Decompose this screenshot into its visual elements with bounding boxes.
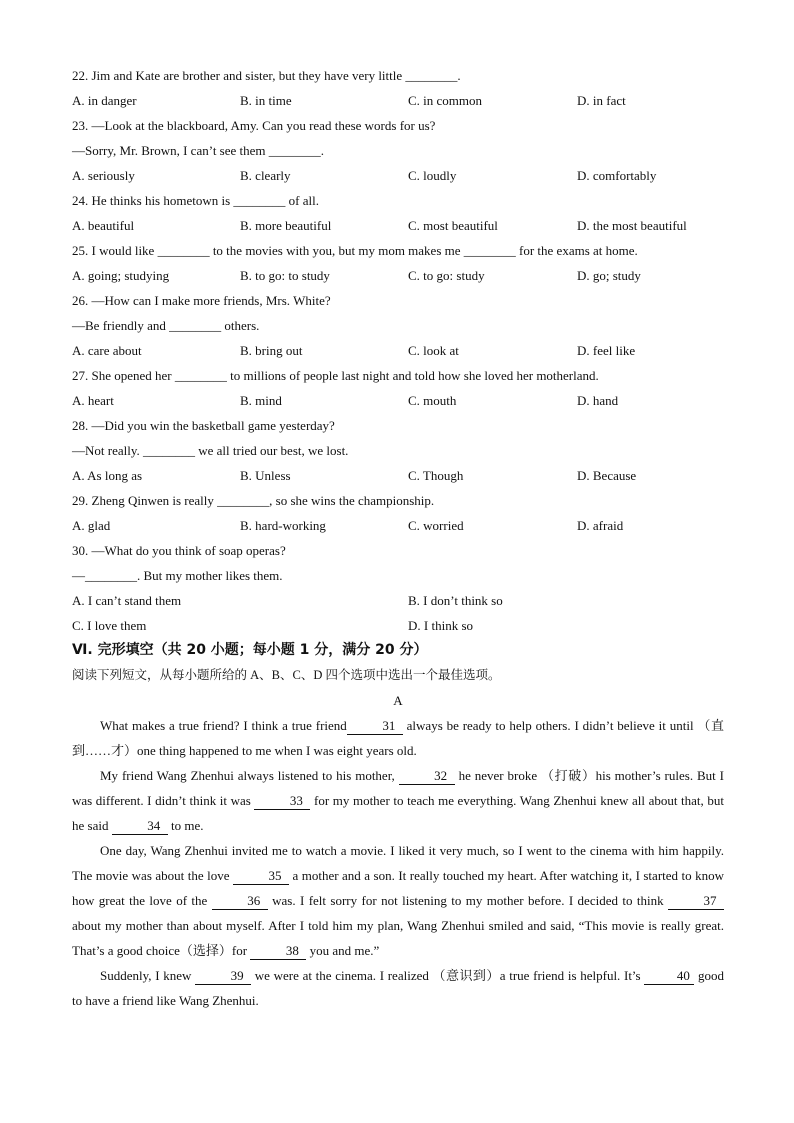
- option-c: C. I love them: [72, 618, 147, 633]
- question-stem: 26. —How can I make more friends, Mrs. White?: [72, 293, 331, 308]
- blank-40: 40: [644, 968, 694, 985]
- option-b: B. hard-working: [240, 518, 326, 533]
- blank-34: 34: [112, 818, 168, 835]
- section-instruction: 阅读下列短文，从每小题所给的 A、B、C、D 四个选项中选出一个最佳选项。: [72, 668, 501, 682]
- option-b: B. more beautiful: [240, 218, 332, 233]
- option-a: A. glad: [72, 518, 111, 533]
- option-d: D. go; study: [577, 268, 641, 283]
- passage-text: good to have a friend like Wang Zhenhui.: [72, 968, 725, 1008]
- option-b: B. to go: to study: [240, 268, 330, 283]
- option-c: C. to go: study: [408, 268, 485, 283]
- passage-label: A: [393, 693, 403, 708]
- question-options: [72, 588, 732, 613]
- option-b: B. Unless: [240, 468, 291, 483]
- passage-text: we were at the cinema. I realized （意识到）a true friend is helpful. It’s: [251, 968, 645, 983]
- passage-text: My friend Wang Zhenhui always listened to his mother,: [100, 768, 399, 783]
- question-options: [72, 613, 732, 638]
- question-stem-reply: —Sorry, Mr. Brown, I can’t see them ________.: [72, 143, 325, 158]
- option-a: A. care about: [72, 343, 142, 358]
- question-stem-reply: —________. But my mother likes them.: [72, 568, 283, 583]
- question-options: [72, 463, 732, 488]
- option-a: A. going; studying: [72, 268, 170, 283]
- passage-text: Suddenly, I knew: [100, 968, 196, 983]
- option-a: A. heart: [72, 393, 114, 408]
- option-a: A. beautiful: [72, 218, 135, 233]
- question-stem: 29. Zheng Qinwen is really ________, so she wins the championship.: [72, 493, 435, 508]
- option-a: A. in danger: [72, 93, 137, 108]
- option-d: D. I think so: [408, 618, 473, 633]
- option-c: C. worried: [408, 518, 464, 533]
- question-stem: 28. —Did you win the basketball game yesterday?: [72, 418, 335, 433]
- blank-32: 32: [399, 768, 455, 785]
- option-d: D. Because: [577, 468, 637, 483]
- question-stem: 27. She opened her ________ to millions of people last night and told how she loved her motherland.: [72, 368, 599, 383]
- blank-35: 35: [233, 868, 289, 885]
- blank-37: 37: [668, 893, 724, 910]
- question-stem-reply: —Be friendly and ________ others.: [72, 318, 260, 333]
- option-d: D. the most beautiful: [577, 218, 687, 233]
- question-options: [72, 88, 732, 113]
- option-b: B. mind: [240, 393, 282, 408]
- passage-text: was. I felt sorry for not listening to my mother before. I decided to think: [267, 893, 669, 908]
- option-a: A. seriously: [72, 168, 135, 183]
- option-b: B. clearly: [240, 168, 291, 183]
- question-options: [72, 163, 732, 188]
- option-b: B. I don’t think so: [408, 593, 503, 608]
- question-options: [72, 213, 732, 238]
- option-c: C. in common: [408, 93, 483, 108]
- question-stem: 22. Jim and Kate are brother and sister, but they have very little ________.: [72, 68, 461, 83]
- option-c: C. mouth: [408, 393, 457, 408]
- blank-31: 31: [347, 718, 403, 735]
- question-options: [72, 388, 732, 413]
- passage-paragraph: [72, 838, 724, 963]
- passage-text: What makes a true friend? I think a true friend: [100, 718, 347, 733]
- passage-text: One day, Wang Zhenhui invited me to watch a movie. I liked it very much, so I went to the cinema with him happily. The movie was about the love: [72, 843, 724, 883]
- question-options: [72, 513, 732, 538]
- question-stem: 24. He thinks his hometown is ________ of all.: [72, 193, 319, 208]
- option-d: D. afraid: [577, 518, 624, 533]
- passage-text: always be ready to help others. I didn’t believe it until （直到……才）one thing happened to me when I was eight years old.: [72, 718, 724, 758]
- section-title: Ⅵ. 完形填空（共 20 小题；每小题 1 分，满分 20 分）: [72, 642, 428, 658]
- passage-text: about my mother than about myself. After I told him my plan, Wang Zhenhui smiled and said, “This movie is really great. That’s a good choice（选择）for: [72, 918, 724, 958]
- option-c: C. look at: [408, 343, 459, 358]
- passage-text: to me.: [167, 818, 204, 833]
- passage-paragraph: [72, 963, 724, 1013]
- passage-text: you and me.”: [306, 943, 380, 958]
- passage-paragraph: [72, 713, 724, 763]
- option-c: C. most beautiful: [408, 218, 498, 233]
- passage-text: a mother and a son. It really touched my heart. After watching it, I started to know how great the love of the: [72, 868, 724, 908]
- blank-33: 33: [254, 793, 310, 810]
- question-stem: 30. —What do you think of soap operas?: [72, 543, 286, 558]
- option-c: C. loudly: [408, 168, 457, 183]
- question-stem-reply: —Not really. ________ we all tried our best, we lost.: [72, 443, 349, 458]
- question-options: [72, 263, 732, 288]
- option-d: D. in fact: [577, 93, 626, 108]
- option-c: C. Though: [408, 468, 464, 483]
- question-options: [72, 338, 732, 363]
- passage-paragraph: [72, 763, 724, 838]
- option-b: B. in time: [240, 93, 292, 108]
- option-d: D. comfortably: [577, 168, 657, 183]
- question-stem: 23. —Look at the blackboard, Amy. Can you read these words for us?: [72, 118, 436, 133]
- option-d: D. hand: [577, 393, 619, 408]
- option-a: A. I can’t stand them: [72, 593, 182, 608]
- blank-39: 39: [195, 968, 251, 985]
- option-a: A. As long as: [72, 468, 143, 483]
- passage-text: for my mother to teach me everything. Wang Zhenhui knew all about that, but he said: [72, 793, 724, 833]
- question-stem: 25. I would like ________ to the movies with you, but my mom makes me ________ for the exams at home.: [72, 243, 638, 258]
- option-b: B. bring out: [240, 343, 303, 358]
- exam-page: [72, 63, 732, 1013]
- option-d: D. feel like: [577, 343, 636, 358]
- passage-text: he never broke （打破）his mother’s rules. But I was different. I didn’t think it was: [72, 768, 724, 808]
- blank-36: 36: [212, 893, 268, 910]
- blank-38: 38: [250, 943, 306, 960]
